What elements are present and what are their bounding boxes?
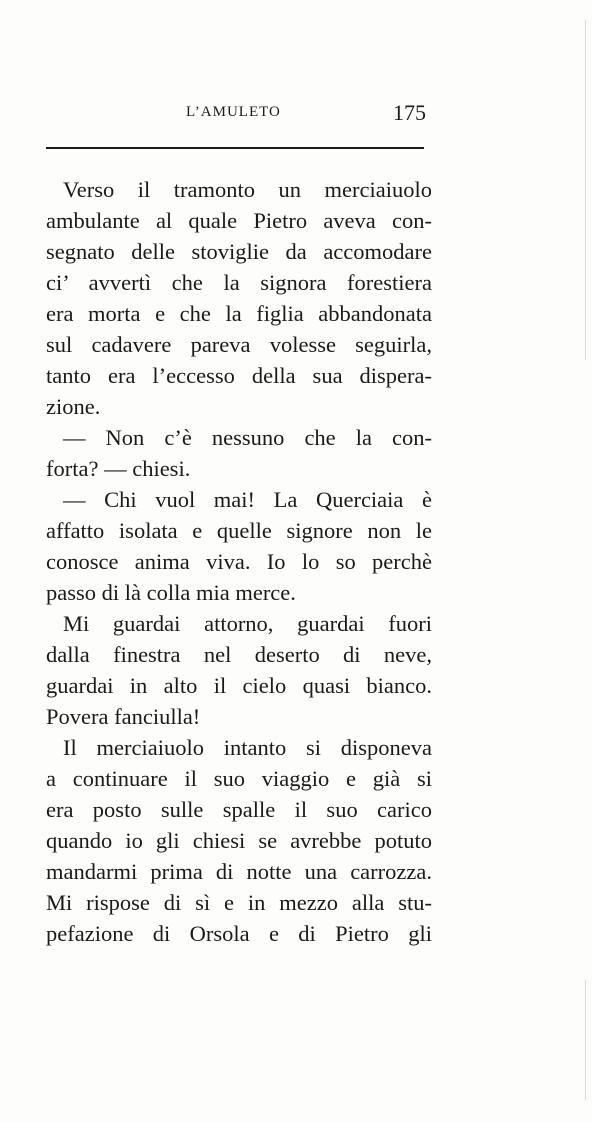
text-line: Il merciaiuolo intanto si disponeva <box>63 735 432 760</box>
text-line: dalla finestra nel deserto di neve, <box>46 642 432 667</box>
running-title: L’AMULETO <box>186 104 281 120</box>
text-line: segnato delle stoviglie da accomodare <box>46 239 432 264</box>
text-line: affatto isolata e quelle signore non le <box>46 518 432 543</box>
text-line: zione. <box>46 394 101 419</box>
text-line: pefazione di Orsola e di Pietro gli <box>46 921 432 946</box>
text-line: tanto era l’eccesso della sua dispera- <box>46 363 432 388</box>
text-line: guardai in alto il cielo quasi bianco. <box>46 673 432 698</box>
text-line: — Chi vuol mai! La Querciaia è <box>63 487 432 512</box>
text-line: ci’ avvertì che la signora forestiera <box>46 270 432 295</box>
text-line: Verso il tramonto un merciaiuolo <box>63 177 432 202</box>
text-line: Mi guardai attorno, guardai fuori <box>63 611 432 636</box>
page-edge-shadow <box>585 20 586 360</box>
running-header <box>46 100 430 130</box>
header-rule <box>46 147 424 149</box>
page-number: 175 <box>393 100 426 125</box>
text-line: era posto sulle spalle il suo carico <box>46 797 432 822</box>
text-line: passo di là colla mia merce. <box>46 580 296 605</box>
text-line: forta? — chiesi. <box>46 456 191 481</box>
page-edge-shadow <box>585 980 586 1100</box>
text-line: — Non c’è nessuno che la con- <box>63 425 432 450</box>
text-line: mandarmi prima di notte una carrozza. <box>46 859 432 884</box>
text-line: Povera fanciulla! <box>46 704 201 729</box>
text-line: sul cadavere pareva volesse seguirla, <box>46 332 432 357</box>
text-line: ambulante al quale Pietro aveva con- <box>46 208 432 233</box>
text-line: conosce anima viva. Io lo so perchè <box>46 549 432 574</box>
text-line: a continuare il suo viaggio e già si <box>46 766 432 791</box>
body-text <box>46 174 432 949</box>
text-line: Mi rispose di sì e in mezzo alla stu- <box>46 890 432 915</box>
text-line: era morta e che la figlia abbandonata <box>46 301 432 326</box>
text-line: quando io gli chiesi se avrebbe potuto <box>46 828 432 853</box>
